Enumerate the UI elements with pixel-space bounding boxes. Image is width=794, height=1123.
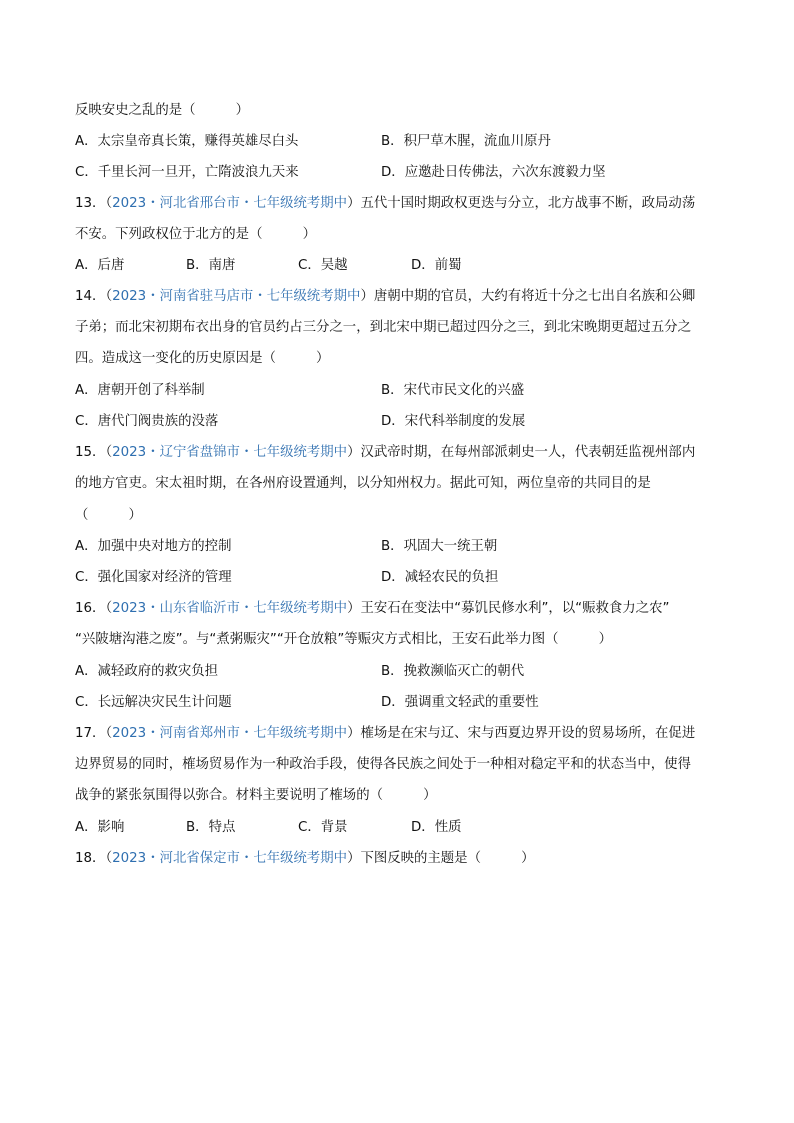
q13-stem-line2: 不安。下列政权位于北方的是（ ） [75, 227, 317, 242]
q12-option-b: B．积尸草木腥，流血川原丹 [381, 134, 551, 149]
q13-option-a: A．后唐 [75, 258, 125, 273]
q17-stem-line2: 边界贸易的同时，榷场贸易作为一种政治手段，使得各民族之间处于一种相对稳定平和的状态当中，使得 [75, 757, 691, 772]
q18-text: ）下图反映的主题是（ ） [347, 851, 535, 866]
q16-stem-line2: “兴陂塘沟港之废”。与“煮粥赈灾”“开仓放粮”等赈灾方式相比，王安石此举力图（ ） [75, 632, 613, 647]
q16-option-a: A．减轻政府的救灾负担 [75, 664, 219, 679]
q17-option-d: D．性质 [411, 820, 462, 835]
q17-stem-line1 [75, 725, 695, 743]
q16-option-d: D．强调重文轻武的重要性 [381, 695, 539, 710]
q14-option-a: A．唐朝开创了科举制 [75, 383, 205, 398]
q14-stem-line1 [75, 288, 695, 306]
q14-stem-line3: 四。造成这一变化的历史原因是（ ） [75, 351, 330, 366]
q13-option-d: D．前蜀 [411, 258, 462, 273]
q14-option-c: C．唐代门阀贵族的没落 [75, 414, 219, 429]
q15-stem-line3: （ ） [75, 508, 142, 523]
q14-option-d: D．宋代科举制度的发展 [381, 414, 526, 429]
q15-text: ）汉武帝时期，在每州部派刺史一人，代表朝廷监视州部内 [347, 445, 696, 460]
q14-stem-line2: 子弟；而北宋初期布衣出身的官员约占三分之一，到北宋中期已超过四分之三，到北宋晚期更超过五分之 [75, 320, 691, 335]
q13-text: ）五代十国时期政权更迭与分立，北方战事不断，政局动荡 [347, 196, 696, 211]
q13-number: 13．（ [75, 196, 113, 211]
q15-option-d: D．减轻农民的负担 [381, 570, 499, 585]
q12-option-a: A．太宗皇帝真长策，赚得英雄尽白头 [75, 134, 299, 149]
q16-source: 2023・山东省临沂市・七年级统考期中 [112, 601, 348, 616]
q15-stem-line2: 的地方官吏。宋太祖时期，在各州府设置通判，以分知州权力。据此可知，两位皇帝的共同目的是 [75, 476, 651, 491]
q13-option-c: C．吴越 [298, 258, 348, 273]
q16-option-c: C．长远解决灾民生计问题 [75, 695, 232, 710]
q17-option-c: C．背景 [298, 820, 348, 835]
q16-text: ）王安石在变法中“募饥民修水利”，以“赈救食力之农” [347, 601, 670, 616]
q17-stem-line3: 战争的紧张氛围得以弥合。材料主要说明了榷场的（ ） [75, 788, 437, 803]
q17-option-a: A．影响 [75, 820, 125, 835]
q17-number: 17．（ [75, 726, 113, 741]
q15-stem-line1 [75, 444, 695, 462]
q13-source: 2023・河北省邢台市・七年级统考期中 [112, 196, 348, 211]
q14-source: 2023・河南省驻马店市・七年级统考期中 [112, 289, 361, 304]
q18-source: 2023・河北省保定市・七年级统考期中 [112, 851, 348, 866]
q15-source: 2023・辽宁省盘锦市・七年级统考期中 [112, 445, 348, 460]
q16-stem-line1 [75, 600, 669, 618]
q12-stem: 反映安史之乱的是（ ） [75, 103, 250, 118]
q13-stem-line1 [75, 195, 695, 213]
q16-number: 16．（ [75, 601, 113, 616]
q15-option-c: C．强化国家对经济的管理 [75, 570, 232, 585]
q17-option-b: B．特点 [186, 820, 236, 835]
q15-option-a: A．加强中央对地方的控制 [75, 539, 232, 554]
q12-option-c: C．千里长河一旦开，亡隋波浪九天来 [75, 165, 299, 180]
q18-number: 18．（ [75, 851, 113, 866]
q17-text: ）榷场是在宋与辽、宋与西夏边界开设的贸易场所，在促进 [347, 726, 696, 741]
q13-option-b: B．南唐 [186, 258, 236, 273]
q12-option-d: D．应邀赴日传佛法，六次东渡毅力坚 [381, 165, 606, 180]
q16-option-b: B．挽救濒临灭亡的朝代 [381, 664, 525, 679]
q14-text: ）唐朝中期的官员，大约有将近十分之七出自名族和公卿 [360, 289, 696, 304]
q15-option-b: B．巩固大一统王朝 [381, 539, 498, 554]
q14-number: 14．（ [75, 289, 113, 304]
q14-option-b: B．宋代市民文化的兴盛 [381, 383, 525, 398]
q15-number: 15．（ [75, 445, 113, 460]
q18-stem-line1 [75, 850, 535, 868]
q17-source: 2023・河南省郑州市・七年级统考期中 [112, 726, 348, 741]
